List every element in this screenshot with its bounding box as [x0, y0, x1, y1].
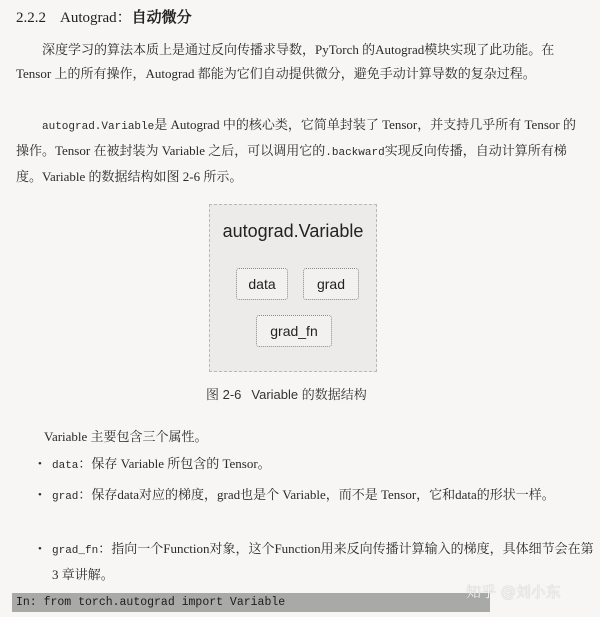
variable-structure-figure: [209, 204, 377, 372]
bullet-text: ：指向一个Function对象，这个Function用来反向传播计算输入的梯度，具体细节会在第 3 章讲解。: [52, 541, 594, 582]
paragraph-variable: [16, 113, 586, 189]
paragraph-text: 是 Autograd 中的核心类，它简单封装了 Tensor，并支持几乎所有 Tensor 的操作。Tensor 在被封装为 Variable 之后，可以调用它的: [16, 117, 576, 158]
bullet-text: ：保存 Variable 所包含的 Tensor。: [78, 456, 271, 471]
section-title-en: Autograd：: [60, 10, 132, 26]
bullet-data: [38, 452, 597, 478]
paragraph-intro: 深度学习的算法本质上是通过反向传播求导数，PyTorch 的Autograd模块实现了此功能。在 Tensor 上的所有操作，Autograd 都能为它们自动提供微分，避免手动计算导数的复杂过程。: [16, 42, 555, 81]
attributes-intro: Variable 主要包含三个属性。: [44, 429, 208, 444]
figure-caption: [206, 384, 367, 403]
section-number: 2.2.2: [16, 10, 46, 26]
inline-code: autograd.Variable: [42, 121, 155, 133]
code-block: In: from torch.autograd import Variable: [12, 593, 490, 612]
inline-code: grad: [52, 491, 79, 503]
bullet-grad-fn: [38, 537, 597, 587]
section-heading: [16, 6, 192, 27]
bullet-grad: [38, 483, 597, 509]
bullet-text: ：保存data对应的梯度，grad也是个 Variable，而不是 Tensor，它和data的形状一样。: [78, 487, 555, 502]
inline-code: data: [52, 460, 79, 472]
box-grad-fn: grad_fn: [256, 315, 332, 347]
caption-label: 图 2-6: [206, 387, 242, 402]
section-title-zh: 自动微分: [131, 10, 192, 26]
caption-text: Variable 的数据结构: [251, 387, 367, 402]
inline-code: grad_fn: [52, 545, 99, 557]
box-grad: grad: [303, 268, 359, 300]
inline-code: .backward: [325, 147, 385, 159]
box-data: data: [236, 268, 288, 300]
figure-title: autograd.Variable: [222, 221, 364, 241]
watermark: 知乎 @刘小东: [466, 583, 561, 601]
paragraph-text: 实现反向传播，自动计算所有梯度。Variable 的数据结构如图 2-6 所示。: [16, 143, 567, 184]
